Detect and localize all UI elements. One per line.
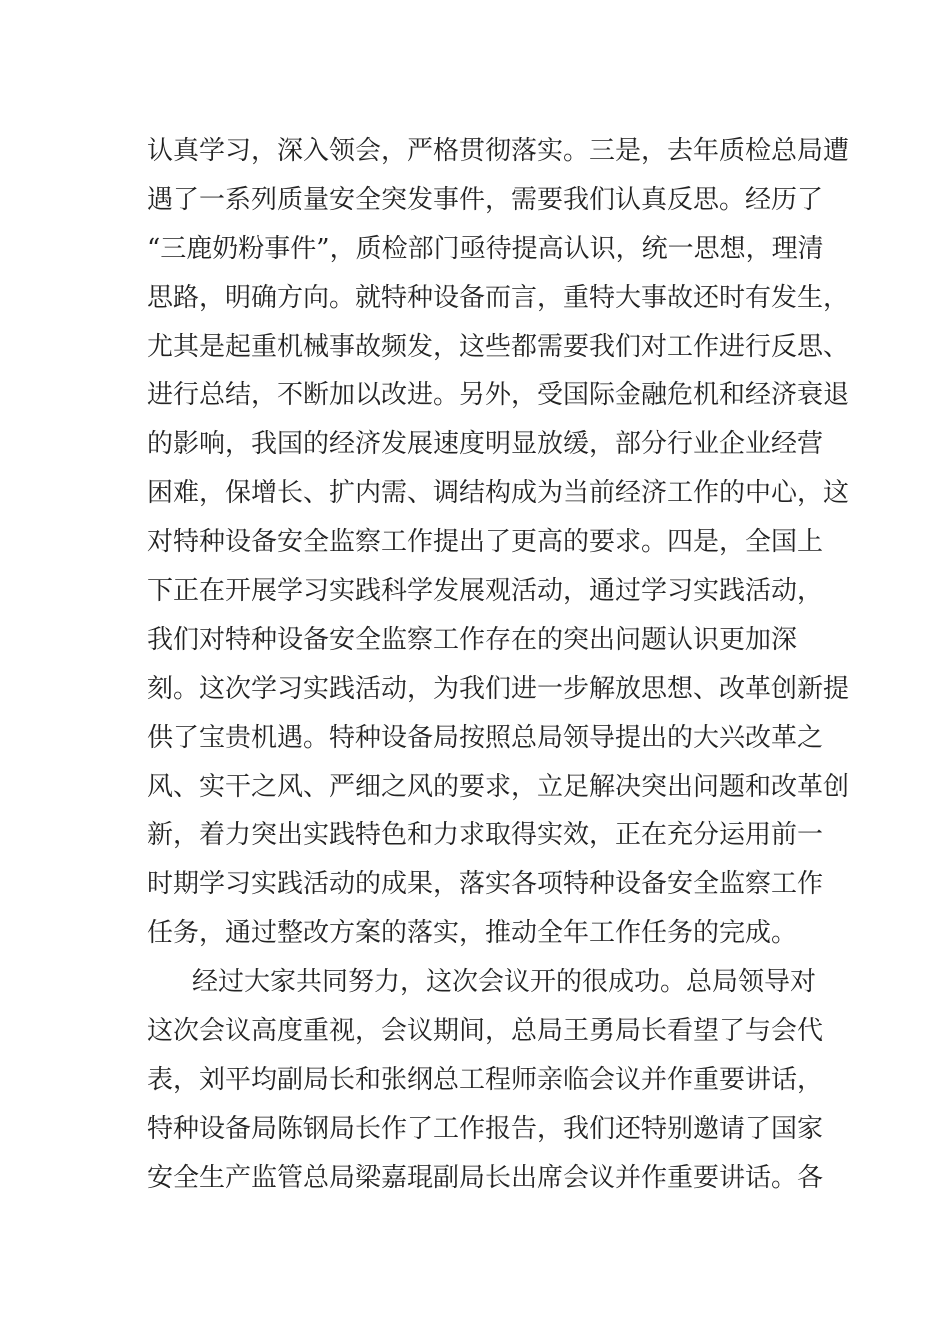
text-line: 这次会议高度重视，会议期间，总局王勇局长看望了与会代 xyxy=(147,1016,824,1047)
text-line: 遇了一系列质量安全突发事件，需要我们认真反思。经历了 xyxy=(147,184,824,215)
text-line: 我们对特种设备安全监察工作存在的突出问题认识更加深 xyxy=(147,624,798,655)
text-line: 任务，通过整改方案的落实，推动全年工作任务的完成。 xyxy=(147,918,798,949)
text-line: 认真学习，深入领会，严格贯彻落实。三是，去年质检总局遭 xyxy=(147,136,850,166)
text-line: 经过大家共同努力，这次会议开的很成功。总局领导对 xyxy=(192,967,817,998)
text-line: 下正在开展学习实践科学发展观活动，通过学习实践活动， xyxy=(147,576,824,607)
text-line: 尤其是起重机械事故频发，这些都需要我们对工作进行反思、 xyxy=(147,331,850,362)
paragraph-2 xyxy=(147,958,824,1202)
text-line: 风、实干之风、严细之风的要求，立足解决突出问题和改革创 xyxy=(147,771,850,802)
text-line: 新，着力突出实践特色和力求取得实效，正在充分运用前一 xyxy=(147,820,824,851)
text-line: 安全生产监管总局梁嘉琨副局长出席会议并作重要讲话。各 xyxy=(147,1162,824,1193)
text-line: “三鹿奶粉事件”，质检部门亟待提高认识，统一思想，理清 xyxy=(147,233,824,264)
text-line: 供了宝贵机遇。特种设备局按照总局领导提出的大兴改革之 xyxy=(147,722,824,753)
text-line: 困难，保增长、扩内需、调结构成为当前经济工作的中心，这 xyxy=(147,478,850,509)
text-line: 对特种设备安全监察工作提出了更高的要求。四是，全国上 xyxy=(147,527,824,558)
text-line: 进行总结，不断加以改进。另外，受国际金融危机和经济衰退 xyxy=(147,380,850,411)
text-line: 时期学习实践活动的成果，落实各项特种设备安全监察工作 xyxy=(147,869,824,900)
document-body xyxy=(147,127,850,1203)
text-line: 特种设备局陈钢局长作了工作报告，我们还特别邀请了国家 xyxy=(147,1113,824,1144)
text-line: 刻。这次学习实践活动，为我们进一步解放思想、改革创新提 xyxy=(147,673,850,704)
text-line: 表，刘平均副局长和张纲总工程师亲临会议并作重要讲话， xyxy=(147,1064,824,1095)
text-line: 的影响，我国的经济发展速度明显放缓，部分行业企业经营 xyxy=(147,429,824,460)
paragraph-1 xyxy=(147,127,850,958)
text-line: 思路，明确方向。就特种设备而言，重特大事故还时有发生， xyxy=(147,282,850,313)
